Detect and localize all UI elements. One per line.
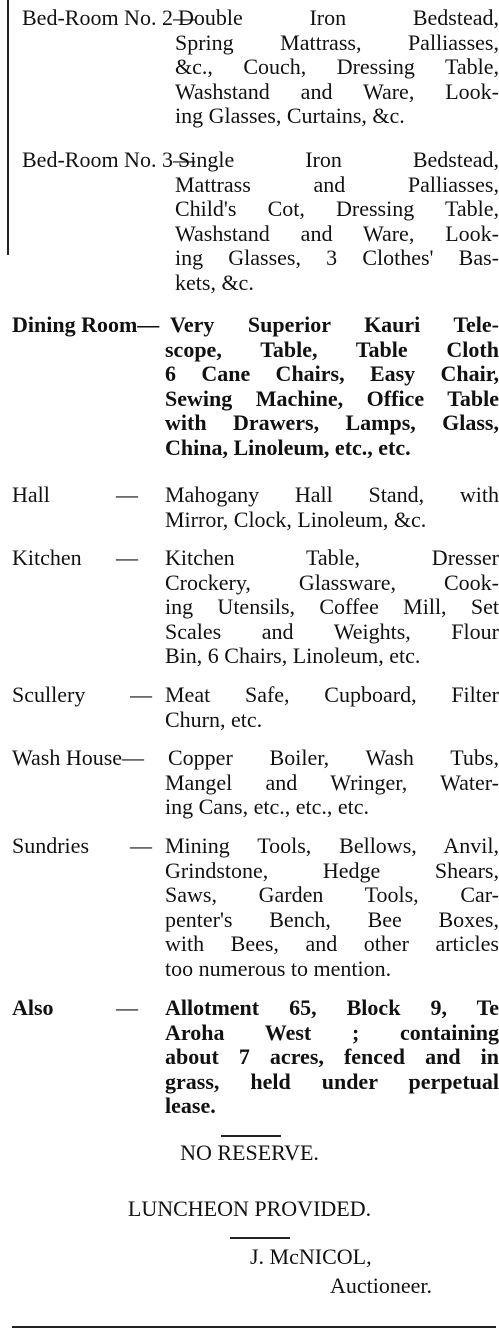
entry-text xyxy=(165,483,499,532)
entry-line: ing Utensils, Coffee Mill, Set xyxy=(165,594,499,619)
entry-line: lease. xyxy=(165,1093,216,1118)
entry-dash: — xyxy=(116,482,138,507)
entry-line: Mangel and Wringer, Water- xyxy=(165,769,499,795)
entry-text xyxy=(165,996,499,1119)
entry-line: Very Superior Kauri Tele- xyxy=(170,312,499,337)
entry-label: Dining Room— xyxy=(12,312,160,337)
entry-text-continued xyxy=(175,173,499,296)
entry-line: Crockery, Glassware, Cook- xyxy=(165,569,499,595)
entry-line: Spring Mattrass, Palliasses, xyxy=(175,29,499,55)
entry-scullery xyxy=(12,683,499,733)
entry-text xyxy=(178,6,499,31)
entry-line: Copper Boiler, Wash Tubs, xyxy=(168,745,499,770)
entry-label: Sundries xyxy=(12,833,89,858)
entry-text-continued xyxy=(175,31,499,129)
bottom-rule xyxy=(12,1326,496,1328)
entry-line: Mining Tools, Bellows, Anvil, xyxy=(165,833,499,858)
entry-line: Mattrass and Palliasses, xyxy=(175,171,499,197)
entry-line: ing Cans, etc., etc., etc. xyxy=(165,794,370,819)
entry-line: scope, Table, Table Cloth xyxy=(165,336,499,362)
entry-line: Washstand and Ware, Look- xyxy=(175,220,499,246)
entry-label: Bed-Room No. 3— xyxy=(22,147,195,172)
entry-line: about 7 acres, fenced and in xyxy=(165,1044,499,1069)
auctioneer-title: Auctioneer. xyxy=(330,1273,433,1298)
entry-text-continued xyxy=(165,771,499,820)
entry-dash: — xyxy=(130,682,152,707)
entry-dash: — xyxy=(116,545,138,570)
entry-text xyxy=(165,546,499,669)
entry-line: penter's Bench, Bee Boxes, xyxy=(165,906,499,932)
entry-kitchen xyxy=(12,546,499,671)
entry-dash: — xyxy=(130,833,152,858)
entry-label: Kitchen xyxy=(12,545,82,570)
entry-line: Child's Cot, Dressing Table, xyxy=(175,196,499,221)
entry-line: Saws, Garden Tools, Car- xyxy=(165,882,499,907)
entry-line: Washstand and Ware, Look- xyxy=(175,78,499,104)
entry-line: Bin, 6 Chairs, Linoleum, etc. xyxy=(165,643,421,668)
entry-text xyxy=(178,148,499,173)
entry-line: ing Glasses, Curtains, &c. xyxy=(175,103,405,128)
entry-text-continued xyxy=(165,338,499,461)
entry-line: grass, held under perpetual xyxy=(165,1068,499,1094)
entry-hall xyxy=(12,483,499,533)
entry-text xyxy=(168,746,499,771)
entry-bedroom-2 xyxy=(22,6,499,131)
entry-line: Kitchen Table, Dresser xyxy=(165,545,499,570)
entry-line: Allotment 65, Block 9, Te xyxy=(165,995,499,1020)
entry-label: Hall xyxy=(12,482,50,507)
entry-line: ing Glasses, 3 Clothes' Bas- xyxy=(175,245,499,270)
entry-text xyxy=(170,313,499,338)
entry-line: Double Iron Bedstead, xyxy=(178,5,499,30)
entry-dash: — xyxy=(116,995,138,1020)
entry-line: Grindstone, Hedge Shears, xyxy=(165,857,499,883)
entry-label: Scullery xyxy=(12,682,86,707)
entry-bedroom-3 xyxy=(22,148,499,298)
column-rule xyxy=(7,0,9,255)
entry-line: Mirror, Clock, Linoleum, &c. xyxy=(165,506,427,532)
section-rule xyxy=(221,1135,281,1137)
entry-line: China, Linoleum, etc., etc. xyxy=(165,434,411,460)
entry-line: with Bees, and other articles xyxy=(165,931,499,956)
entry-text xyxy=(165,683,499,732)
entry-line: &c., Couch, Dressing Table, xyxy=(175,54,499,79)
entry-dining-room xyxy=(12,313,499,463)
entry-label: Also xyxy=(12,995,54,1020)
entry-text xyxy=(165,834,499,981)
luncheon-heading: LUNCHEON PROVIDED. xyxy=(127,1196,372,1221)
entry-line: too numerous to mention. xyxy=(165,955,392,981)
auctioneer-name: J. McNICOL, xyxy=(250,1244,372,1269)
section-rule xyxy=(230,1237,290,1239)
entry-line: Churn, etc. xyxy=(165,706,263,732)
no-reserve-heading: NO RESERVE. xyxy=(180,1140,319,1165)
entry-label: Bed-Room No. 2— xyxy=(22,5,195,30)
entry-line: Single Iron Bedstead, xyxy=(178,147,499,172)
entry-line: 6 Cane Chairs, Easy Chair, xyxy=(165,361,499,386)
entry-line: Meat Safe, Cupboard, Filter xyxy=(165,682,499,707)
entry-line: Mahogany Hall Stand, with xyxy=(165,482,499,507)
entry-also xyxy=(12,996,499,1121)
entry-line: Aroha West ; containing xyxy=(165,1019,499,1045)
entry-line: Sewing Machine, Office Table xyxy=(165,385,499,411)
entry-line: with Drawers, Lamps, Glass, xyxy=(165,410,499,435)
entry-line: kets, &c. xyxy=(175,269,254,295)
entry-wash-house xyxy=(12,746,499,821)
entry-sundries xyxy=(12,834,499,984)
entry-line: Scales and Weights, Flour xyxy=(165,618,499,644)
entry-label: Wash House— xyxy=(12,745,145,770)
